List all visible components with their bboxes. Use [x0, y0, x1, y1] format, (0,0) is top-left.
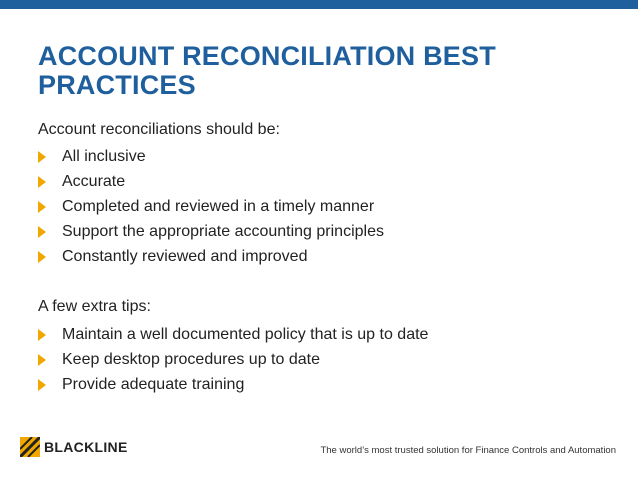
list-item	[38, 347, 428, 372]
triangle-right-icon	[38, 201, 46, 213]
list-item	[38, 244, 384, 269]
list-item-text: Support the appropriate accounting principles	[62, 222, 384, 240]
triangle-right-icon	[38, 379, 46, 391]
triangle-right-icon	[38, 176, 46, 188]
list-item	[38, 372, 428, 397]
list-item-text: Maintain a well documented policy that is up to date	[62, 325, 429, 343]
list-item-text: Accurate	[62, 172, 126, 190]
list-item	[38, 219, 384, 244]
triangle-right-icon	[38, 354, 46, 366]
blackline-logo-icon	[20, 437, 40, 457]
list-item	[38, 144, 384, 169]
list-item	[38, 322, 428, 347]
top-accent-bar	[0, 0, 638, 9]
title-line-1: ACCOUNT RECONCILIATION BEST	[38, 41, 496, 71]
list-item	[38, 169, 384, 194]
triangle-right-icon	[38, 226, 46, 238]
section2-list	[38, 322, 428, 397]
blackline-logo	[20, 437, 128, 457]
logo-text: BLACKLINE	[44, 439, 128, 455]
triangle-right-icon	[38, 251, 46, 263]
list-item	[38, 194, 384, 219]
section1-intro: Account reconciliations should be:	[38, 121, 280, 138]
list-item-text: Constantly reviewed and improved	[62, 247, 308, 265]
footer-tagline: The world’s most trusted solution for Finance Controls and Automation	[320, 445, 616, 456]
slide-title	[38, 42, 618, 100]
list-item-text: Completed and reviewed in a timely manner	[62, 197, 375, 215]
triangle-right-icon	[38, 329, 46, 341]
section2-intro: A few extra tips:	[38, 298, 151, 315]
triangle-right-icon	[38, 151, 46, 163]
list-item-text: All inclusive	[62, 147, 146, 165]
section1-list	[38, 144, 384, 269]
list-item-text: Provide adequate training	[62, 375, 245, 393]
list-item-text: Keep desktop procedures up to date	[62, 350, 320, 368]
title-line-2: PRACTICES	[38, 70, 196, 100]
